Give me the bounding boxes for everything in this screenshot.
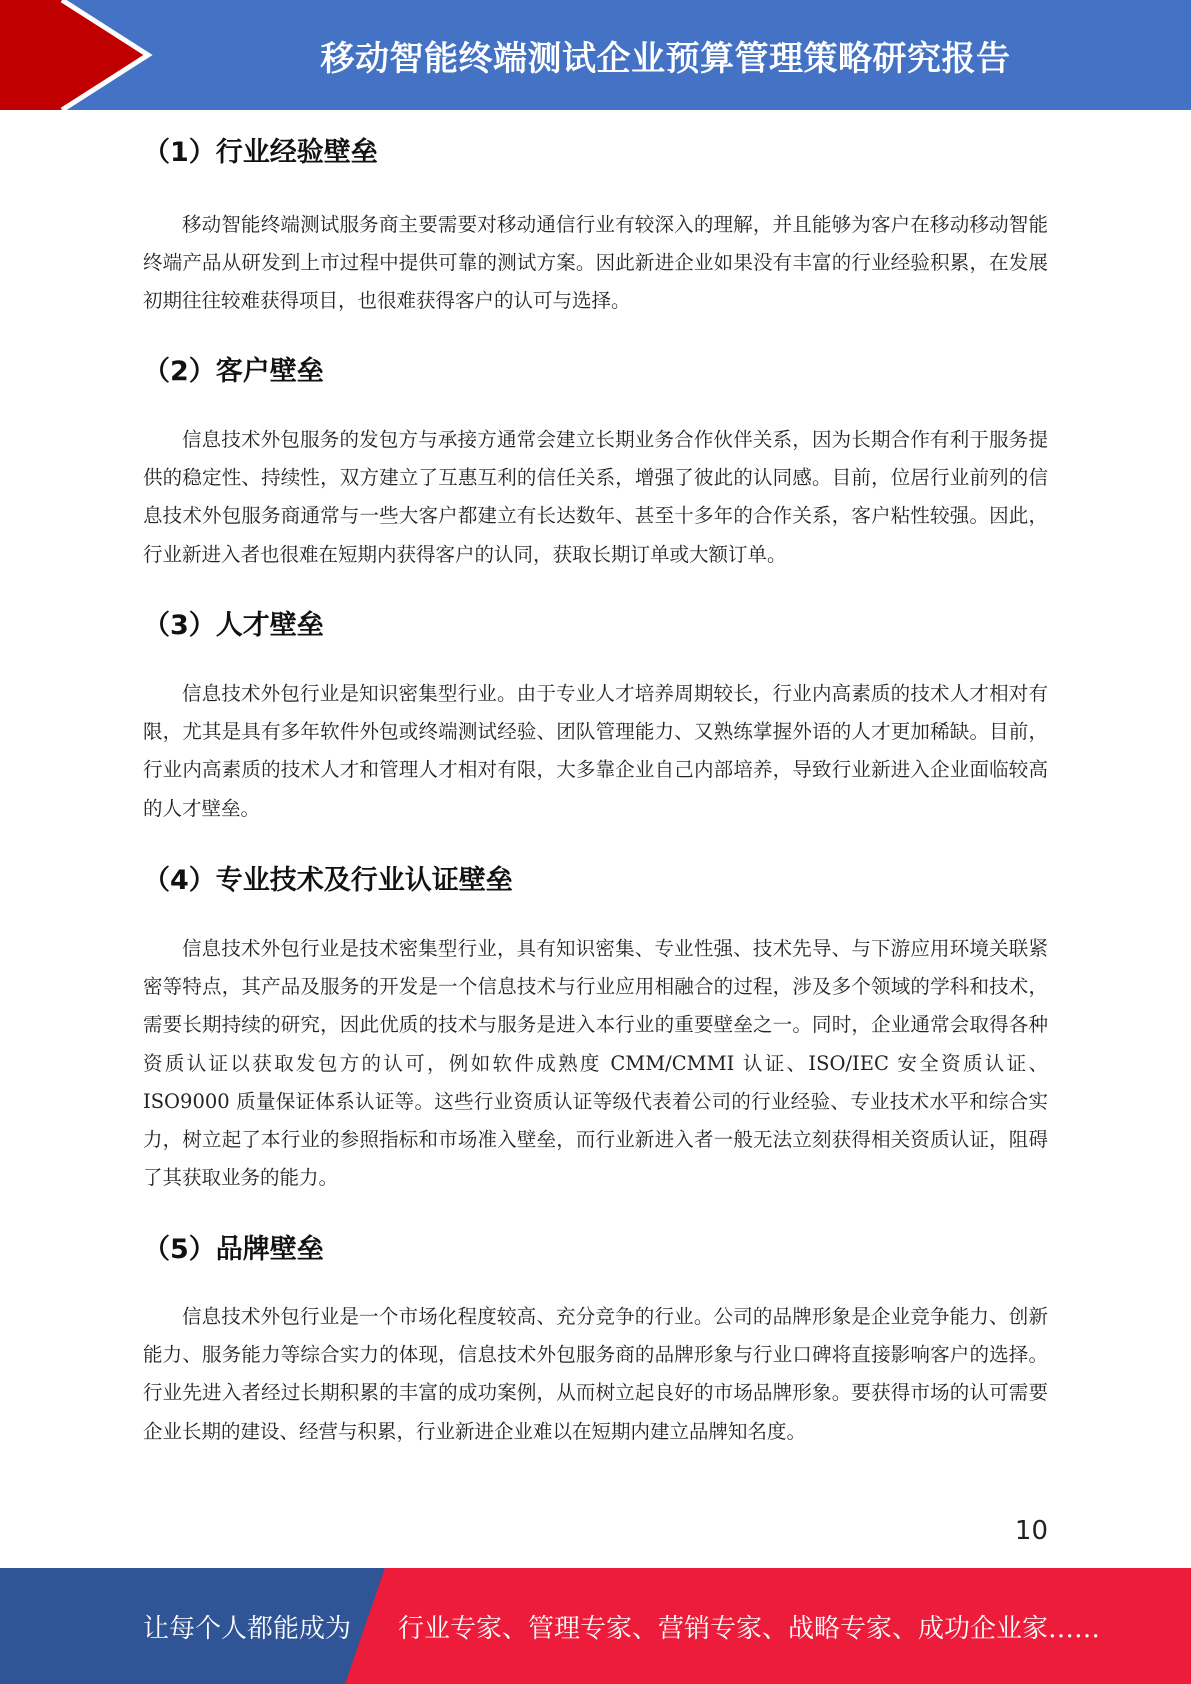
section-paragraph-5: 信息技术外包行业是一个市场化程度较高、充分竞争的行业。公司的品牌形象是企业竞争能力、创新能力、服务能力等综合实力的体现，信息技术外包服务商的品牌形象与行业口碑将直接影响客户的选择。行业先进入者经过长期积累的丰富的成功案例，从而树立起良好的市场品牌形象。要获得市场的认可需要企业长期的建设、经营与积累，行业新进企业难以在短期内建立品牌知名度。 — [143, 1305, 1048, 1443]
footer-slogan-right: 行业专家、管理专家、营销专家、战略专家、成功企业家…… — [398, 1613, 1101, 1644]
section-paragraph-4: 信息技术外包行业是技术密集型行业，具有知识密集、专业性强、技术先导、与下游应用环境关联紧密等特点，其产品及服务的开发是一个信息技术与行业应用相融合的过程，涉及多个领域的学科和技术，需要长期持续的研究，因此优质的技术与服务是进入本行业的重要壁垒之一。同时，企业通常会取得各种资质认证以获取发包方的认可，例如软件成熟度 CMM/CMMI 认证、ISO/IEC 安全资质认证、ISO9000 质量保证体系认证等。这些行业资质认证等级代表着公司的行业经验、专业技术水平和综合实力，树立起了本行业的参照指标和市场准入壁垒，而行业新进入者一般无法立刻获得相关资质认证，阻碍了其获取业务的能力。 — [143, 937, 1048, 1190]
section-heading-5: （5）品牌壁垒 — [143, 1234, 324, 1265]
section-heading-1: （1）行业经验壁垒 — [143, 137, 378, 168]
section-paragraph-1: 移动智能终端测试服务商主要需要对移动通信行业有较深入的理解，并且能够为客户在移动移动智能终端产品从研发到上市过程中提供可靠的测试方案。因此新进企业如果没有丰富的行业经验积累，在发展初期往往较难获得项目，也很难获得客户的认可与选择。 — [143, 213, 1048, 313]
page-header — [0, 0, 1191, 110]
section-paragraph-3: 信息技术外包行业是知识密集型行业。由于专业人才培养周期较长，行业内高素质的技术人才相对有限，尤其是具有多年软件外包或终端测试经验、团队管理能力、又熟练掌握外语的人才更加稀缺。目前，行业内高素质的技术人才和管理人才相对有限，大多靠企业自己内部培养，导致行业新进入企业面临较高的人才壁垒。 — [143, 682, 1048, 820]
report-title: 移动智能终端测试企业预算管理策略研究报告 — [320, 38, 1011, 79]
page-footer — [0, 1568, 1191, 1684]
footer-slogan-left: 让每个人都能成为 — [143, 1613, 352, 1644]
section-heading-4: （4）专业技术及行业认证壁垒 — [143, 865, 513, 896]
section-paragraph-2: 信息技术外包服务的发包方与承接方通常会建立长期业务合作伙伴关系，因为长期合作有利于服务提供的稳定性、持续性，双方建立了互惠互利的信任关系，增强了彼此的认同感。目前，位居行业前列的信息技术外包服务商通常与一些大客户都建立有长达数年、甚至十多年的合作关系，客户粘性较强。因此，行业新进入者也很难在短期内获得客户的认同，获取长期订单或大额订单。 — [143, 428, 1048, 566]
page-number: 10 — [1014, 1516, 1048, 1546]
section-heading-3: （3）人才壁垒 — [143, 610, 324, 641]
section-heading-2: （2）客户壁垒 — [143, 356, 324, 387]
